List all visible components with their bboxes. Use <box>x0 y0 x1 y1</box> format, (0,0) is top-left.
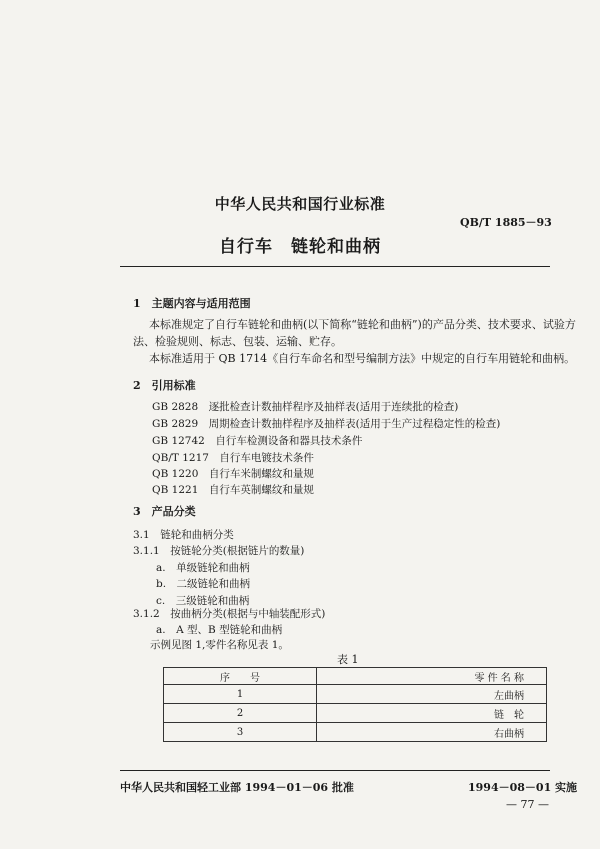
table-cell: 右曲柄 <box>317 723 547 742</box>
approval-note: 中华人民共和国轻工业部 1994－01－06 批准 <box>120 781 354 794</box>
table-row <box>164 723 547 742</box>
reference-item: QB/T 1217 自行车电镀技术条件 <box>152 452 314 464</box>
list-item-a: a. 单级链轮和曲柄 <box>156 562 250 574</box>
clause-3-1-2-item-a: a. A 型、B 型链轮和曲柄 <box>156 624 283 636</box>
reference-item: QB 1220 自行车米制螺纹和量规 <box>152 468 314 480</box>
clause-3-1-1: 3.1.1 按链轮分类(根据链片的数量) <box>133 545 305 557</box>
footer-rule <box>120 770 550 771</box>
table-cell: 3 <box>164 723 317 742</box>
list-item-c: c. 三级链轮和曲柄 <box>156 595 250 607</box>
section-1-heading: 1 主题内容与适用范围 <box>133 297 251 310</box>
table-row <box>164 704 547 723</box>
table-header-row <box>164 668 547 685</box>
standard-code: QB/T 1885－93 <box>460 216 552 229</box>
standard-category-title: 中华人民共和国行业标准 <box>214 195 386 213</box>
example-note: 示例见图 1,零件名称见表 1。 <box>150 639 289 651</box>
reference-item: GB 2829 周期检查计数抽样程序及抽样表(适用于生产过程稳定性的检查) <box>152 418 501 430</box>
page-number: — 77 — <box>506 798 549 811</box>
section-1-para1-line2: 法、检验规则、标志、包装、运输、贮存。 <box>133 335 342 348</box>
table-header-cell: 零 件 名 称 <box>317 668 547 685</box>
list-item-b: b. 二级链轮和曲柄 <box>156 578 251 590</box>
clause-3-1: 3.1 链轮和曲柄分类 <box>133 529 234 541</box>
reference-item: QB 1221 自行车英制螺纹和量规 <box>152 484 314 496</box>
table-cell: 链 轮 <box>317 704 547 723</box>
table-row <box>164 685 547 704</box>
parts-table <box>163 667 547 742</box>
clause-3-1-2: 3.1.2 按曲柄分类(根据与中轴装配形式) <box>133 608 326 620</box>
section-2-heading: 2 引用标准 <box>133 379 196 392</box>
reference-item: GB 12742 自行车检测设备和器具技术条件 <box>152 435 363 447</box>
reference-item: GB 2828 逐批检查计数抽样程序及抽样表(适用于连续批的检查) <box>152 401 459 413</box>
section-3-heading: 3 产品分类 <box>133 505 196 518</box>
header-rule <box>120 266 550 267</box>
table-cell: 1 <box>164 685 317 704</box>
table-cell: 左曲柄 <box>317 685 547 704</box>
table-cell: 2 <box>164 704 317 723</box>
section-1-para2: 本标准适用于 QB 1714《自行车命名和型号编制方法》中规定的自行车用链轮和曲柄。 <box>149 352 576 365</box>
document-title: 自行车 链轮和曲柄 <box>219 237 381 257</box>
implementation-date: 1994－08－01 实施 <box>468 781 578 794</box>
section-1-para1-line1: 本标准规定了自行车链轮和曲柄(以下简称“链轮和曲柄”)的产品分类、技术要求、试验方 <box>149 318 576 331</box>
table-header-cell: 序 号 <box>164 668 317 685</box>
table-caption: 表 1 <box>337 653 359 666</box>
